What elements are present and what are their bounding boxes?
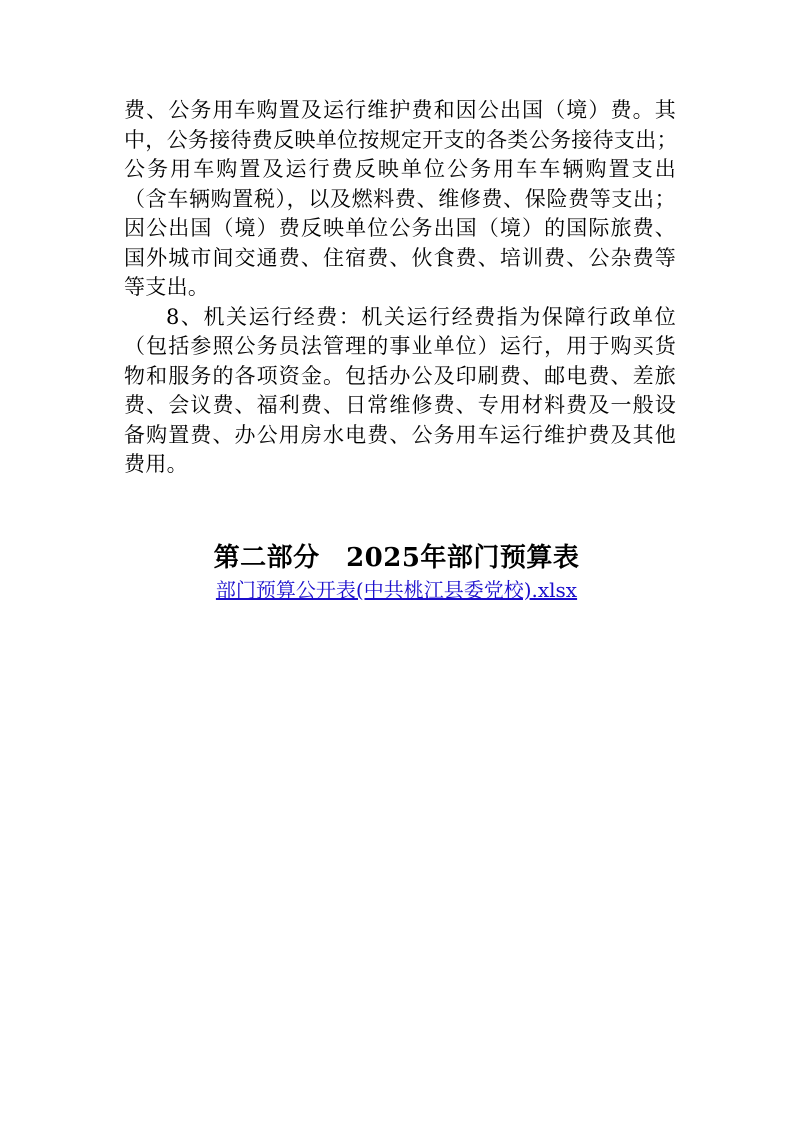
section-title: 第二部分 2025年部门预算表 bbox=[213, 543, 580, 573]
body-text bbox=[124, 96, 676, 480]
paragraph-line: （含车辆购置税），以及燃料费、维修费、保险费等支出； bbox=[124, 186, 676, 211]
paragraph-line: 国外城市间交通费、住宿费、伙食费、培训费、公杂费等 bbox=[124, 245, 676, 270]
paragraph-line: 费、公务用车购置及运行维护费和因公出国（境）费。其 bbox=[124, 98, 676, 122]
paragraph-line: 8、机关运行经费：机关运行经费指为保障行政单位 bbox=[166, 304, 676, 329]
attachment-link[interactable]: 部门预算公开表(中共桃江县委党校).xlsx bbox=[215, 578, 578, 602]
paragraph-line: 物和服务的各项资金。包括办公及印刷费、邮电费、差旅 bbox=[124, 363, 676, 388]
paragraph-line: （包括参照公务员法管理的事业单位）运行，用于购买货 bbox=[124, 334, 676, 358]
paragraph-line: 因公出国（境）费反映单位公务出国（境）的国际旅费、 bbox=[124, 216, 676, 240]
paragraph-line: 费用。 bbox=[124, 452, 188, 476]
paragraph-line: 等支出。 bbox=[124, 275, 210, 299]
paragraph-line: 费、会议费、福利费、日常维修费、专用材料费及一般设 bbox=[124, 393, 676, 417]
paragraph-operating-expenses bbox=[124, 303, 676, 480]
paragraph-line: 公务用车购置及运行费反映单位公务用车车辆购置支出 bbox=[124, 157, 676, 181]
paragraph-public-funds bbox=[124, 96, 676, 303]
paragraph-line: 备购置费、办公用房水电费、公务用车运行维护费及其他 bbox=[124, 422, 676, 447]
paragraph-line: 中，公务接待费反映单位按规定开支的各类公务接待支出； bbox=[124, 127, 678, 152]
